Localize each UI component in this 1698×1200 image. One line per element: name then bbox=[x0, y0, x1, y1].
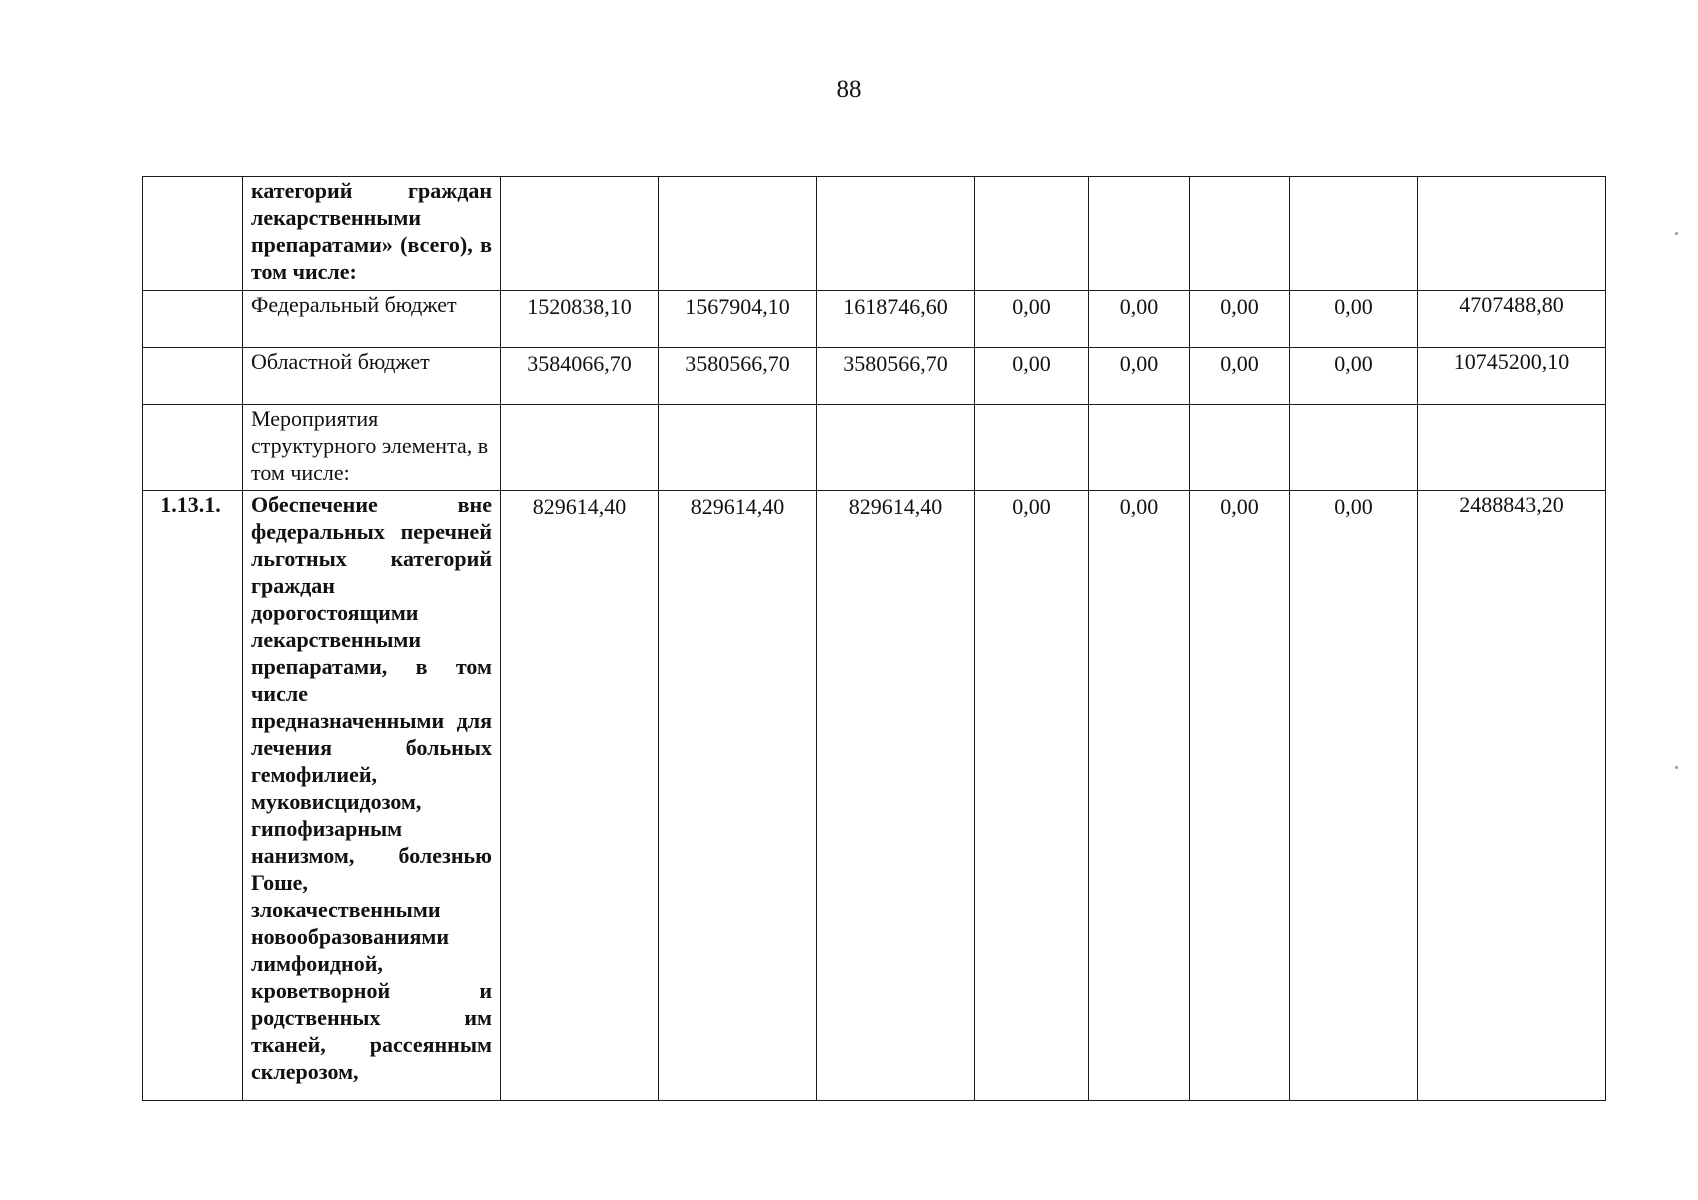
value-cell bbox=[1290, 177, 1418, 291]
value-cell: 1618746,60 bbox=[817, 291, 975, 348]
value-cell: 829614,40 bbox=[659, 491, 817, 1101]
value-cell bbox=[1190, 177, 1290, 291]
value-cell: 0,00 bbox=[1190, 291, 1290, 348]
value-cell: 0,00 bbox=[1089, 491, 1190, 1101]
row-title: категорий граждан лекарственными препаратами» (всего), в том числе: bbox=[243, 177, 501, 291]
scan-speck bbox=[1675, 766, 1678, 769]
value-cell: 829614,40 bbox=[817, 491, 975, 1101]
value-cell bbox=[817, 177, 975, 291]
value-cell bbox=[1190, 405, 1290, 491]
row-code bbox=[143, 291, 243, 348]
value-cell: 1520838,10 bbox=[501, 291, 659, 348]
total-cell: 10745200,10 bbox=[1418, 348, 1606, 405]
value-cell: 1567904,10 bbox=[659, 291, 817, 348]
value-cell: 0,00 bbox=[1290, 491, 1418, 1101]
table-row bbox=[143, 405, 1606, 491]
row-code bbox=[143, 405, 243, 491]
value-cell bbox=[1089, 177, 1190, 291]
value-cell bbox=[1089, 405, 1190, 491]
total-cell: 2488843,20 bbox=[1418, 491, 1606, 1101]
row-title: Обеспечение вне федеральных перечней льготных категорий граждан дорогостоящими лекарственными препаратами, в том числе предназначенными для лечения больных гемофилией, муковисцидозом, гипофизарным нанизмом, болезнью Гоше, злокачественными новообразованиями лимфоидной, кроветворной и родственных им тканей, рассеянным склерозом, bbox=[243, 491, 501, 1101]
value-cell: 0,00 bbox=[975, 291, 1089, 348]
table-row bbox=[143, 177, 1606, 291]
total-cell bbox=[1418, 405, 1606, 491]
value-cell bbox=[975, 177, 1089, 291]
value-cell: 0,00 bbox=[1089, 348, 1190, 405]
value-cell bbox=[1290, 405, 1418, 491]
value-cell bbox=[501, 177, 659, 291]
value-cell bbox=[501, 405, 659, 491]
row-title: Мероприятия структурного элемента, в том числе: bbox=[243, 405, 501, 491]
value-cell: 0,00 bbox=[975, 491, 1089, 1101]
value-cell: 0,00 bbox=[1190, 348, 1290, 405]
value-cell bbox=[659, 177, 817, 291]
total-cell: 4707488,80 bbox=[1418, 291, 1606, 348]
value-cell: 0,00 bbox=[1190, 491, 1290, 1101]
row-code bbox=[143, 177, 243, 291]
value-cell: 0,00 bbox=[975, 348, 1089, 405]
row-code bbox=[143, 348, 243, 405]
table-row bbox=[143, 348, 1606, 405]
scan-speck bbox=[1675, 232, 1678, 235]
value-cell: 0,00 bbox=[1089, 291, 1190, 348]
row-title: Федеральный бюджет bbox=[243, 291, 501, 348]
value-cell: 0,00 bbox=[1290, 291, 1418, 348]
row-code: 1.13.1. bbox=[143, 491, 243, 1101]
table-row bbox=[143, 491, 1606, 1101]
table-row bbox=[143, 291, 1606, 348]
page-number: 88 bbox=[836, 76, 862, 103]
value-cell: 3580566,70 bbox=[817, 348, 975, 405]
value-cell bbox=[975, 405, 1089, 491]
total-cell bbox=[1418, 177, 1606, 291]
value-cell: 3584066,70 bbox=[501, 348, 659, 405]
budget-table bbox=[142, 176, 1606, 1101]
row-title: Областной бюджет bbox=[243, 348, 501, 405]
value-cell bbox=[817, 405, 975, 491]
value-cell: 0,00 bbox=[1290, 348, 1418, 405]
value-cell bbox=[659, 405, 817, 491]
value-cell: 829614,40 bbox=[501, 491, 659, 1101]
value-cell: 3580566,70 bbox=[659, 348, 817, 405]
